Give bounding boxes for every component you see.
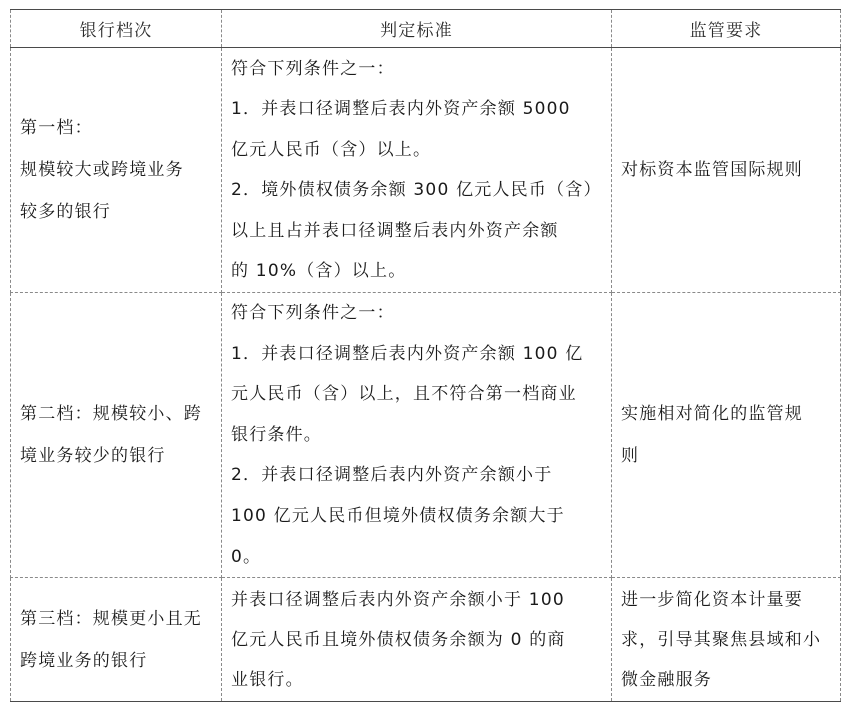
header-criteria: 判定标准 [222, 10, 612, 48]
criteria-text: 的 10%（含）以上。 [231, 261, 407, 281]
tier-text: 境业务较少的银行 [20, 446, 166, 467]
table-row [11, 48, 841, 293]
tier-text: 规模较大或跨境业务 [20, 160, 184, 180]
criteria-text: 1．并表口径调整后表内外资产余额 5000 [231, 99, 571, 119]
criteria-text: 元人民币（含）以上，且不符合第一档商业 [231, 384, 577, 405]
tier-text: 跨境业务的银行 [20, 650, 148, 671]
requirement-text: 对标资本监管国际规则 [621, 160, 803, 180]
criteria-cell [222, 48, 612, 293]
requirement-text: 则 [621, 446, 640, 467]
tier-cell [11, 293, 222, 578]
criteria-cell [222, 578, 612, 702]
tier-cell [11, 578, 222, 702]
criteria-cell [222, 293, 612, 578]
criteria-text: 并表口径调整后表内外资产余额小于 100 [231, 589, 565, 610]
requirement-text: 微金融服务 [621, 669, 712, 690]
criteria-text: 亿元人民币（含）以上。 [231, 139, 432, 160]
tier-text: 第一档： [20, 118, 93, 138]
table-header-row [11, 10, 841, 48]
tier-cell [11, 48, 222, 293]
criteria-text: 以上且占并表口径调整后表内外资产余额 [231, 220, 559, 241]
criteria-text: 符合下列条件之一： [231, 303, 395, 323]
criteria-text: 1．并表口径调整后表内外资产余额 100 亿 [231, 343, 584, 364]
criteria-text: 银行条件。 [231, 424, 322, 445]
criteria-text: 2．境外债权债务余额 300 亿元人民币（含） [231, 180, 602, 200]
table-row [11, 578, 841, 702]
tier-text: 较多的银行 [20, 202, 111, 222]
requirement-cell [612, 578, 841, 702]
requirement-cell [612, 48, 841, 293]
tier-text: 第二档：规模较小、跨 [20, 404, 202, 425]
criteria-text: 0。 [231, 546, 262, 567]
requirement-text: 求，引导其聚焦县域和小 [621, 629, 822, 650]
header-bank-tier: 银行档次 [11, 10, 222, 48]
criteria-text: 亿元人民币且境外债权债务余额为 0 的商 [231, 629, 566, 650]
criteria-text: 100 亿元人民币但境外债权债务余额大于 [231, 505, 565, 526]
requirement-cell [612, 293, 841, 578]
header-requirement: 监管要求 [612, 10, 841, 48]
criteria-text: 符合下列条件之一： [231, 58, 395, 79]
requirement-text: 实施相对简化的监管规 [621, 404, 803, 425]
criteria-text: 2．并表口径调整后表内外资产余额小于 [231, 465, 553, 486]
bank-tier-table [10, 9, 841, 702]
criteria-text: 业银行。 [231, 669, 304, 690]
tier-text: 第三档：规模更小且无 [20, 608, 202, 629]
requirement-text: 进一步简化资本计量要 [621, 589, 803, 610]
table-row [11, 293, 841, 578]
